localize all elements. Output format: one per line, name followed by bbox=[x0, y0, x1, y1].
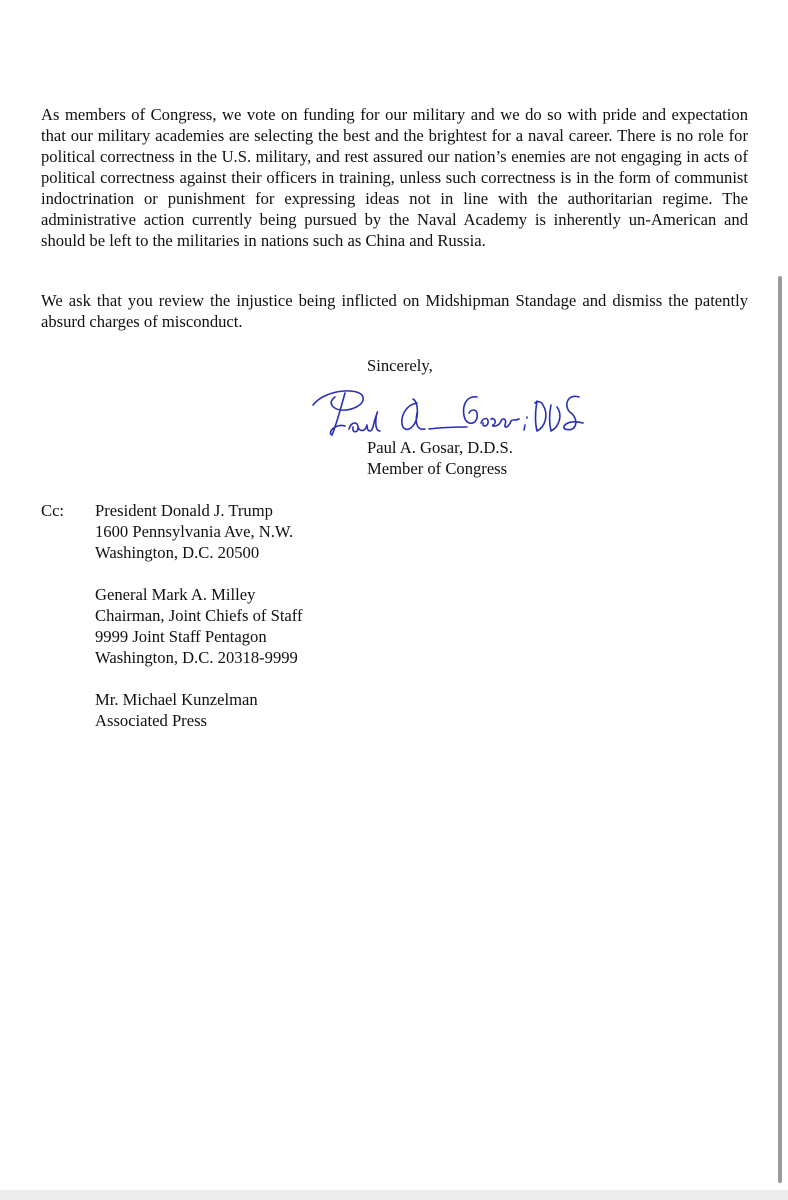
cc-line: Washington, D.C. 20318-9999 bbox=[95, 648, 298, 667]
signer-title: Member of Congress bbox=[367, 459, 508, 478]
cc-line: Associated Press bbox=[95, 711, 207, 730]
cc-line: Washington, D.C. 20500 bbox=[95, 543, 260, 562]
signer-name: Paul A. Gosar, D.D.S. bbox=[367, 438, 513, 457]
bottom-edge bbox=[0, 1190, 788, 1200]
cc-label: Cc: bbox=[41, 501, 65, 520]
body-paragraph-1: As members of Congress, we vote on funding for our military and we do so with pride and expectation that our military academies are selecting the best and the brightest for a naval career. There is no role for political correctness in the U.S. military, and rest assured our nation’s enemies are not engaging in acts of political correctness against their officers in training, unless such correctness is in the form of communist indoctrination or punishment for expressing ideas not in line with the authoritarian regime. The administrative action currently being pursued by the Naval Academy is inherently un-American and should be left to the militaries in nations such as China and Russia. bbox=[41, 105, 748, 250]
cc-line: General Mark A. Milley bbox=[95, 585, 256, 604]
cc-line: 9999 Joint Staff Pentagon bbox=[95, 627, 267, 646]
body-paragraph-2: We ask that you review the injustice being inflicted on Midshipman Standage and dismiss the patently absurd charges of misconduct. bbox=[41, 291, 748, 331]
scrollbar-thumb[interactable] bbox=[778, 276, 782, 1183]
cc-line: President Donald J. Trump bbox=[95, 501, 273, 520]
handwritten-signature bbox=[305, 383, 590, 443]
cc-recipient-milley bbox=[95, 584, 303, 668]
cc-recipient-trump bbox=[95, 500, 293, 563]
closing-salutation: Sincerely, bbox=[367, 356, 433, 375]
cc-recipient-kunzelman bbox=[95, 689, 258, 731]
cc-line: Mr. Michael Kunzelman bbox=[95, 690, 258, 709]
cc-line: Chairman, Joint Chiefs of Staff bbox=[95, 606, 303, 625]
cc-line: 1600 Pennsylvania Ave, N.W. bbox=[95, 522, 294, 541]
